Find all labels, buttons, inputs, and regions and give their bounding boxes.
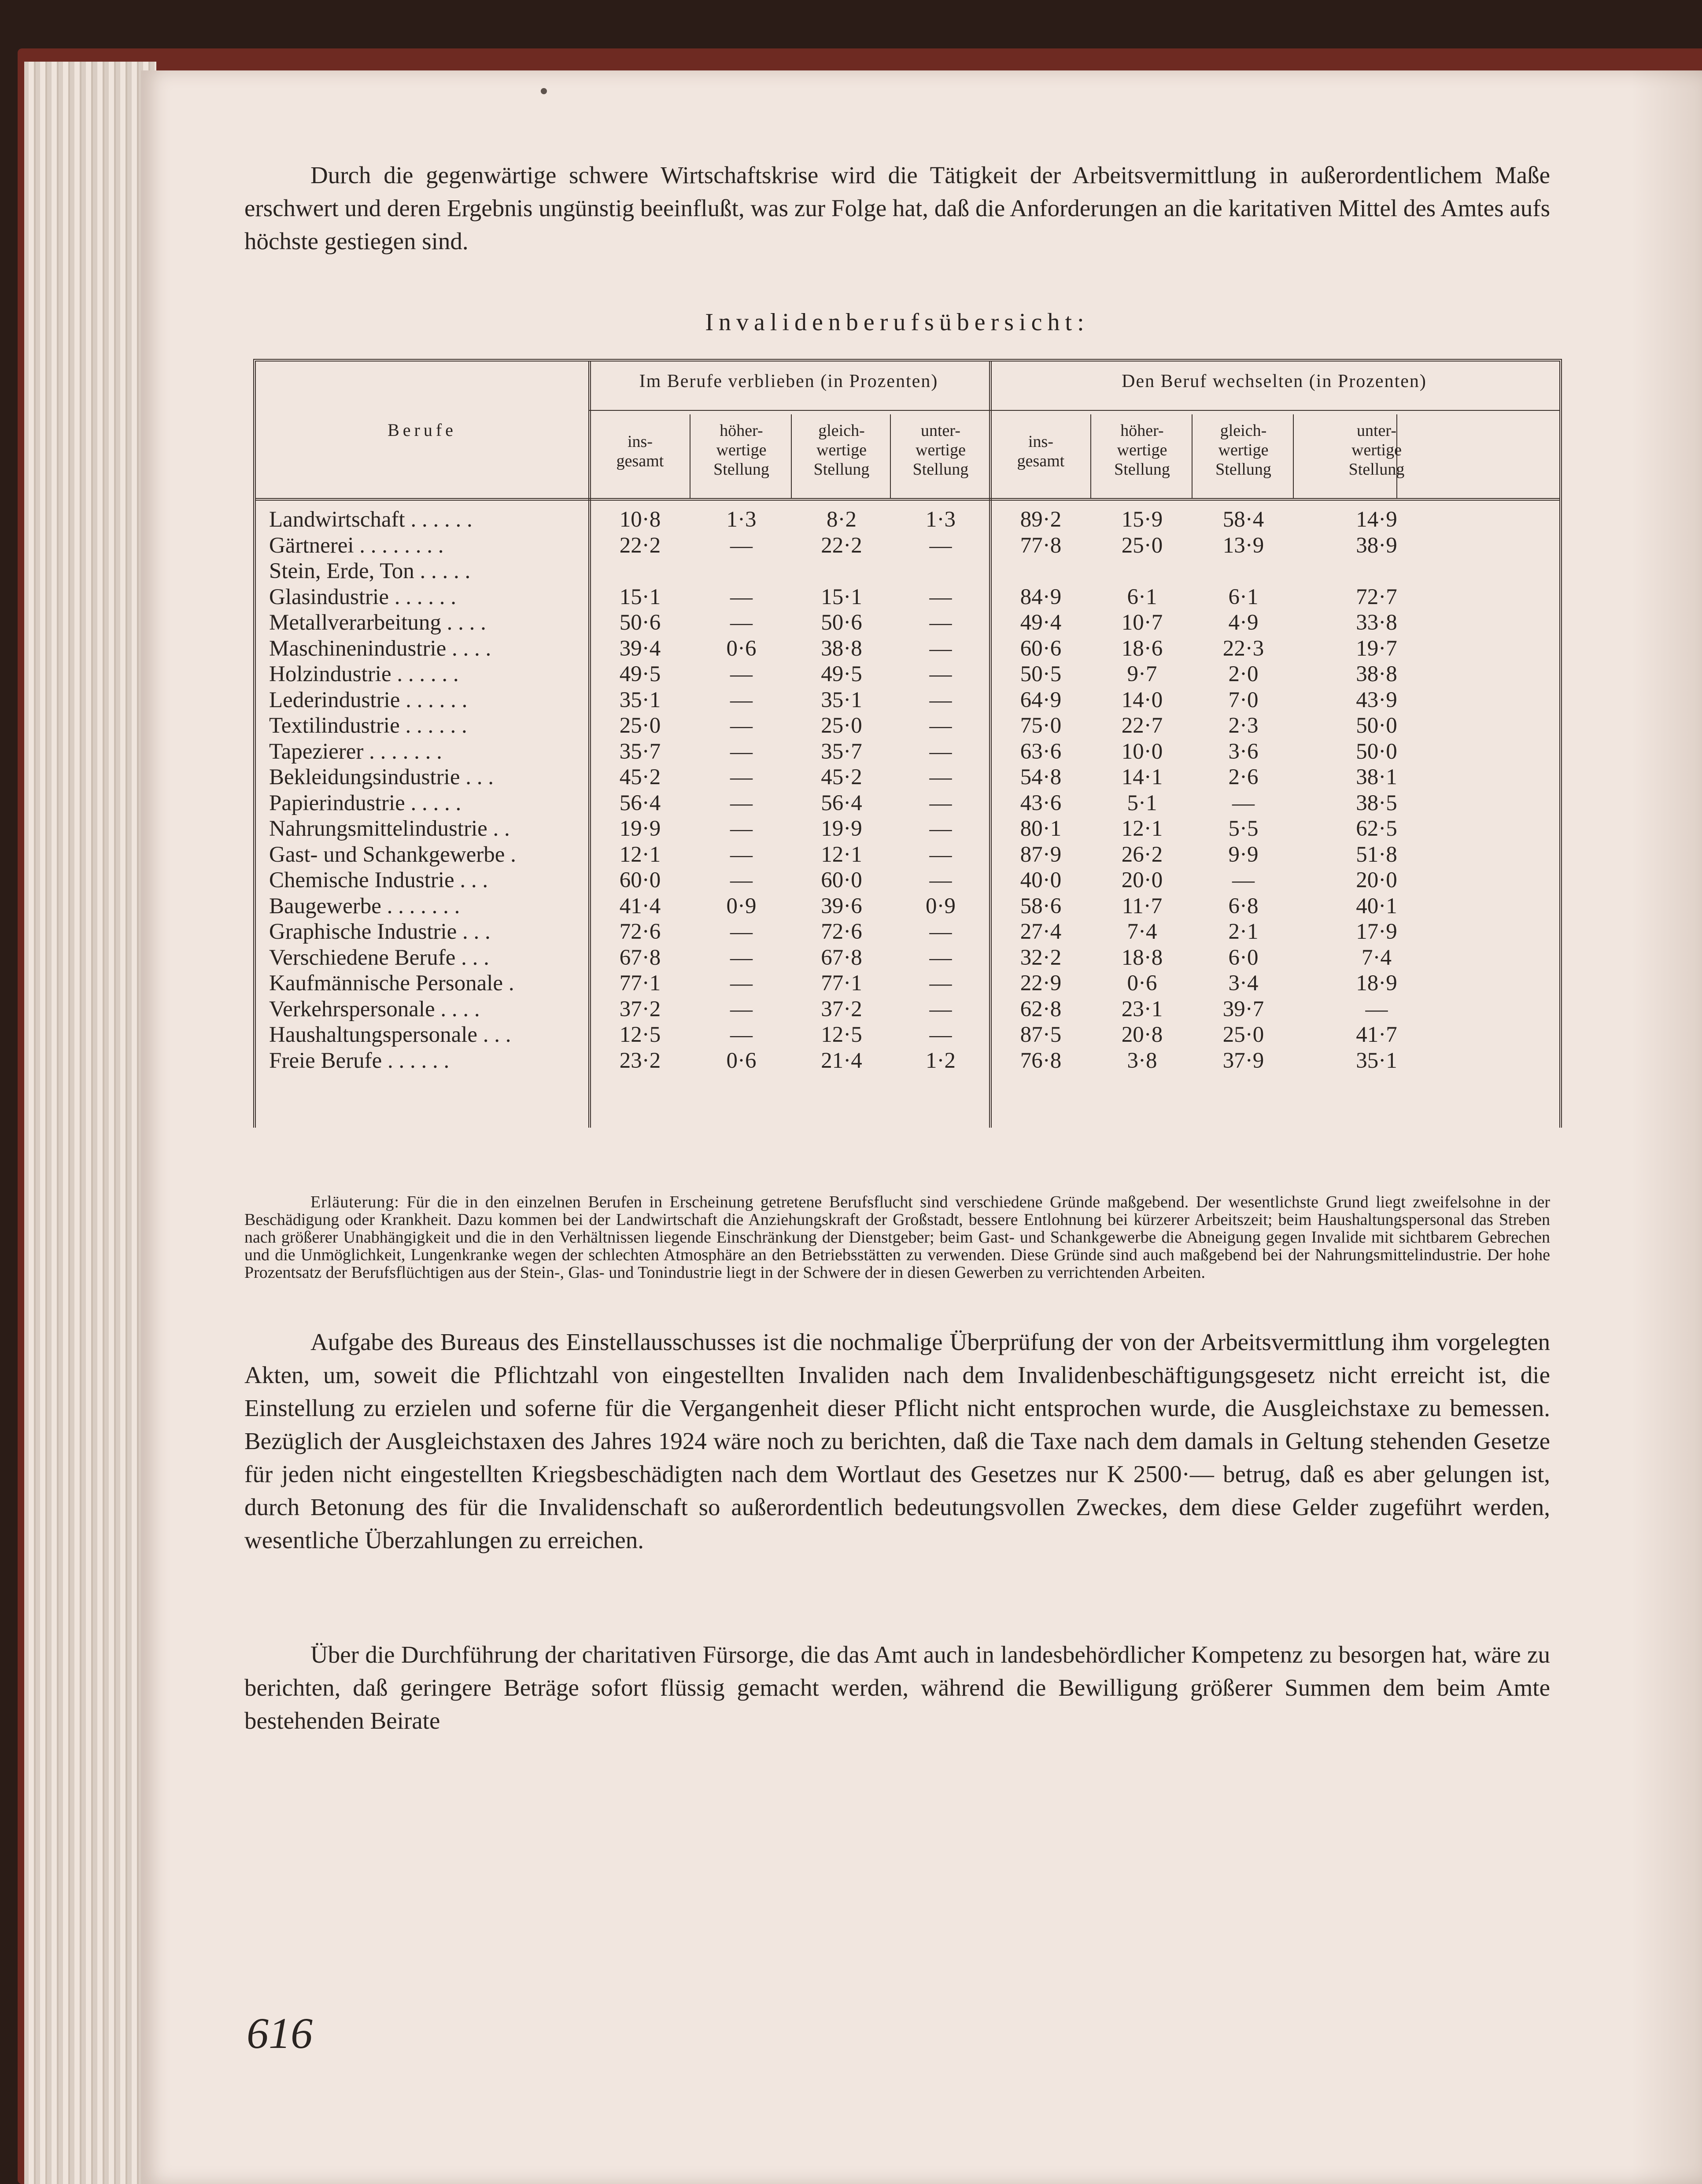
table-cell: 63·6 bbox=[1020, 739, 1062, 764]
group-header-wechselten: Den Beruf wechselten (in Prozenten) bbox=[1122, 371, 1427, 391]
table-cell: 67·8 bbox=[821, 945, 862, 970]
table-cell: 64·9 bbox=[1020, 687, 1062, 712]
table-cell: 20·0 bbox=[1356, 868, 1397, 893]
table-cell: — bbox=[730, 945, 753, 970]
table-cell: 40·1 bbox=[1356, 893, 1397, 919]
sub-header-line: gleich- bbox=[818, 421, 865, 440]
table-cell: 22·9 bbox=[1020, 971, 1062, 996]
table-cell: 7·4 bbox=[1127, 919, 1157, 944]
table-cell: 13·9 bbox=[1222, 533, 1264, 558]
sub-header-line: unter- bbox=[921, 421, 960, 440]
table-cell: — bbox=[929, 739, 952, 764]
table-row bbox=[256, 558, 1559, 584]
table-cell: 41·4 bbox=[619, 893, 661, 919]
group-header-verblieben: Im Berufe verblieben (in Prozenten) bbox=[639, 371, 938, 391]
table-cell: 38·8 bbox=[1356, 662, 1397, 686]
row-label: Verkehrspersonale . . . . bbox=[269, 996, 480, 1022]
row-label: Lederindustrie . . . . . . bbox=[269, 687, 468, 712]
table-cell: 23·2 bbox=[619, 1048, 661, 1073]
table-cell: 19·9 bbox=[821, 816, 862, 841]
table-cell: 56·4 bbox=[821, 790, 862, 815]
table-cell: 35·1 bbox=[1356, 1048, 1397, 1073]
table-cell: — bbox=[1232, 790, 1255, 815]
table-cell: 54·8 bbox=[1020, 765, 1062, 789]
table-row bbox=[256, 945, 1559, 971]
invalidenberufs-table bbox=[253, 359, 1562, 1128]
table-cell: 62·5 bbox=[1356, 816, 1397, 841]
table-cell: 26·2 bbox=[1121, 842, 1163, 867]
table-cell: — bbox=[929, 713, 952, 738]
table-cell: 18·6 bbox=[1121, 636, 1163, 661]
table-cell: 37·2 bbox=[821, 996, 862, 1022]
sub-header bbox=[692, 421, 791, 479]
sub-header bbox=[1295, 421, 1458, 479]
table-cell: 38·5 bbox=[1356, 790, 1397, 815]
table-cell: 77·1 bbox=[619, 971, 661, 996]
table-cell: 1·3 bbox=[726, 507, 757, 532]
table-cell: — bbox=[929, 971, 952, 996]
table-cell: 72·6 bbox=[821, 919, 862, 944]
table-cell: 1·2 bbox=[926, 1048, 956, 1073]
table-cell: 87·5 bbox=[1020, 1022, 1062, 1047]
table-cell: 18·9 bbox=[1356, 971, 1397, 996]
table-cell: 19·7 bbox=[1356, 636, 1397, 661]
table-cell: 25·0 bbox=[619, 713, 661, 738]
row-label: Haushaltungspersonale . . . bbox=[269, 1022, 511, 1047]
row-label: Papierindustrie . . . . . bbox=[269, 790, 461, 815]
table-cell: 3·8 bbox=[1127, 1048, 1157, 1073]
subheader-divider bbox=[791, 414, 792, 498]
table-cell: 35·7 bbox=[619, 739, 661, 764]
table-cell: — bbox=[929, 533, 952, 558]
table-cell: 25·0 bbox=[1121, 533, 1163, 558]
table-cell: — bbox=[730, 533, 753, 558]
table-cell: — bbox=[929, 662, 952, 686]
table-cell: 72·7 bbox=[1356, 584, 1397, 609]
table-cell: 60·0 bbox=[619, 868, 661, 893]
row-label: Maschinenindustrie . . . . bbox=[269, 636, 491, 661]
table-cell: 45·2 bbox=[619, 765, 661, 789]
table-row bbox=[256, 1048, 1559, 1074]
note-text: Für die in den einzelnen Berufen in Erscheinung getretene Berufsflucht sind verschiedene Gründe maßgebend. Der wesentlichste Grund liegt zweifelsohne in der Beschädigung oder Krankheit. Dazu kommen bei der Landwirtschaft die Anziehungskraft der Großstadt, bessere Entlohnung bei kürzerer Arbeitszeit; beim Haushaltungspersonal das Streben nach größerer Unabhängigkeit und die in den Verhältnissen liegende Einschränkung der Dienstgeber; beim Gast- und Schankgewerbe die Abneigung gegen Invalide mit sichtbarem Gebrechen und die Unmöglichkeit, Lungenkranke wegen der schlechten Atmosphäre an den Betriebsstätten zu verwenden. Diese Gründe sind auch maßgebend bei der Nahrungsmittelindustrie. Der hohe Prozentsatz der Berufsflüchtigen aus der Stein-, Glas- und Tonindustrie liegt in der Schwere der in diesen Gewerben zu verrichtenden Arbeiten. bbox=[244, 1193, 1550, 1282]
table-cell: 33·8 bbox=[1356, 610, 1397, 635]
table-cell: 2·3 bbox=[1228, 713, 1259, 738]
table-cell: 50·6 bbox=[821, 610, 862, 635]
table-cell: 22·2 bbox=[619, 533, 661, 558]
row-label: Glasindustrie . . . . . . bbox=[269, 584, 456, 609]
table-cell: 2·1 bbox=[1228, 919, 1259, 944]
table-row bbox=[256, 893, 1559, 919]
table-cell: 0·6 bbox=[726, 1048, 757, 1073]
sub-header bbox=[991, 432, 1090, 471]
sub-header-line: wertige bbox=[1351, 441, 1402, 459]
table-cell: 35·7 bbox=[821, 739, 862, 764]
table-cell: 37·9 bbox=[1222, 1048, 1264, 1073]
table-cell: — bbox=[929, 816, 952, 841]
table-cell: 0·9 bbox=[926, 893, 956, 919]
table-row bbox=[256, 1022, 1559, 1048]
page-gutter-shadow bbox=[1632, 70, 1702, 2184]
table-cell: 14·1 bbox=[1121, 765, 1163, 789]
table-cell: 18·8 bbox=[1121, 945, 1163, 970]
subheader-divider bbox=[890, 414, 891, 498]
table-cell: 15·1 bbox=[821, 584, 862, 609]
table-cell: 62·8 bbox=[1020, 996, 1062, 1022]
table-cell: 9·9 bbox=[1228, 842, 1259, 867]
table-body bbox=[256, 507, 1559, 1074]
table-row bbox=[256, 713, 1559, 739]
table-cell: 41·7 bbox=[1356, 1022, 1397, 1047]
note-lead: Erläuterung: bbox=[310, 1193, 399, 1211]
table-cell: 56·4 bbox=[619, 790, 661, 815]
group-header-rule bbox=[588, 410, 1559, 411]
table-cell: 1·3 bbox=[926, 507, 956, 532]
table-cell: 60·6 bbox=[1020, 636, 1062, 661]
table-cell: 4·9 bbox=[1228, 610, 1259, 635]
sub-header bbox=[591, 432, 690, 471]
table-cell: — bbox=[929, 868, 952, 893]
sub-header-line: wertige bbox=[916, 441, 966, 459]
table-cell: 3·4 bbox=[1228, 971, 1259, 996]
table-cell: — bbox=[730, 790, 753, 815]
sub-header-line: wertige bbox=[816, 441, 867, 459]
row-label: Landwirtschaft . . . . . . bbox=[269, 507, 473, 532]
table-row bbox=[256, 919, 1559, 945]
table-cell: 7·4 bbox=[1362, 945, 1392, 970]
table-cell: 43·6 bbox=[1020, 790, 1062, 815]
table-cell: 12·5 bbox=[619, 1022, 661, 1047]
row-label: Baugewerbe . . . . . . . bbox=[269, 893, 460, 919]
subheader-divider bbox=[1293, 414, 1294, 498]
table-cell: 9·7 bbox=[1127, 662, 1157, 686]
table-cell: 8·2 bbox=[827, 507, 857, 532]
table-cell: 35·1 bbox=[619, 687, 661, 712]
table-cell: — bbox=[929, 610, 952, 635]
sub-header-line: gesamt bbox=[1017, 452, 1065, 470]
table-cell: 20·8 bbox=[1121, 1022, 1163, 1047]
table-cell: 77·1 bbox=[821, 971, 862, 996]
table-cell: — bbox=[730, 610, 753, 635]
row-label: Nahrungsmittelindustrie . . bbox=[269, 816, 510, 841]
table-cell: 75·0 bbox=[1020, 713, 1062, 738]
table-cell: — bbox=[730, 816, 753, 841]
table-cell: 12·5 bbox=[821, 1022, 862, 1047]
sub-header-line: wertige bbox=[716, 441, 767, 459]
subheader-divider bbox=[1090, 414, 1091, 498]
table-cell: 39·6 bbox=[821, 893, 862, 919]
table-cell: 50·5 bbox=[1020, 662, 1062, 686]
table-cell: 22·3 bbox=[1222, 636, 1264, 661]
table-note bbox=[244, 1193, 1550, 1281]
table-cell: 58·4 bbox=[1222, 507, 1264, 532]
table-cell: 77·8 bbox=[1020, 533, 1062, 558]
table-cell: 12·1 bbox=[821, 842, 862, 867]
table-cell: 0·6 bbox=[1127, 971, 1157, 996]
table-cell: 27·4 bbox=[1020, 919, 1062, 944]
sub-header-line: höher- bbox=[720, 421, 763, 440]
table-cell: 49·5 bbox=[821, 662, 862, 686]
table-cell: 0·6 bbox=[726, 636, 757, 661]
table-cell: 84·9 bbox=[1020, 584, 1062, 609]
table-cell: 6·8 bbox=[1228, 893, 1259, 919]
sub-header-line: Stellung bbox=[912, 460, 969, 479]
page-number: 616 bbox=[247, 2009, 313, 2058]
row-label: Gast- und Schankgewerbe . bbox=[269, 842, 516, 867]
table-row bbox=[256, 636, 1559, 662]
table-cell: 20·0 bbox=[1121, 868, 1163, 893]
sub-header-line: Stellung bbox=[713, 460, 769, 479]
sub-header bbox=[793, 421, 890, 479]
sub-header-line: Stellung bbox=[813, 460, 870, 479]
column-header-berufe: Berufe bbox=[388, 420, 457, 440]
table-cell: 50·0 bbox=[1356, 713, 1397, 738]
table-cell: — bbox=[1232, 868, 1255, 893]
row-label: Metallverarbeitung . . . . bbox=[269, 610, 486, 635]
table-cell: — bbox=[929, 945, 952, 970]
table-cell: — bbox=[929, 636, 952, 661]
page-edges bbox=[24, 62, 156, 2184]
header-rule bbox=[256, 498, 1559, 501]
row-label: Freie Berufe . . . . . . bbox=[269, 1048, 450, 1073]
table-cell: — bbox=[929, 790, 952, 815]
table-row bbox=[256, 996, 1559, 1022]
row-label: Bekleidungsindustrie . . . bbox=[269, 765, 494, 789]
table-cell: 43·9 bbox=[1356, 687, 1397, 712]
table-cell: 50·0 bbox=[1356, 739, 1397, 764]
table-cell: — bbox=[730, 662, 753, 686]
sub-header bbox=[1093, 421, 1192, 479]
table-row bbox=[256, 507, 1559, 533]
table-cell: 38·9 bbox=[1356, 533, 1397, 558]
row-label: Graphische Industrie . . . bbox=[269, 919, 491, 944]
table-cell: 12·1 bbox=[1121, 816, 1163, 841]
table-cell: 32·2 bbox=[1020, 945, 1062, 970]
sub-header bbox=[892, 421, 989, 479]
table-cell: 14·0 bbox=[1121, 687, 1163, 712]
table-cell: 2·0 bbox=[1228, 662, 1259, 686]
table-cell: — bbox=[730, 765, 753, 789]
table-cell: 35·1 bbox=[821, 687, 862, 712]
row-label: Verschiedene Berufe . . . bbox=[269, 945, 489, 970]
table-cell: 49·4 bbox=[1020, 610, 1062, 635]
table-cell: 50·6 bbox=[619, 610, 661, 635]
sub-header-line: Stellung bbox=[1348, 460, 1405, 479]
table-cell: 6·1 bbox=[1228, 584, 1259, 609]
table-row bbox=[256, 584, 1559, 610]
table-cell: — bbox=[730, 971, 753, 996]
table-row bbox=[256, 739, 1559, 765]
table-cell: 39·7 bbox=[1222, 996, 1264, 1022]
table-cell: — bbox=[929, 842, 952, 867]
table-title: Invalidenberufsübersicht: bbox=[705, 309, 1089, 336]
table-cell: — bbox=[730, 996, 753, 1022]
subheader-divider bbox=[1192, 414, 1193, 498]
table-cell: 87·9 bbox=[1020, 842, 1062, 867]
table-cell: — bbox=[1365, 996, 1388, 1022]
table-cell: — bbox=[730, 739, 753, 764]
sub-header bbox=[1194, 421, 1293, 479]
table-cell: 45·2 bbox=[821, 765, 862, 789]
table-cell: — bbox=[730, 687, 753, 712]
table-row bbox=[256, 842, 1559, 868]
table-cell: 10·8 bbox=[619, 507, 661, 532]
table-cell: 11·7 bbox=[1122, 893, 1163, 919]
table-cell: 21·4 bbox=[821, 1048, 862, 1073]
table-cell: — bbox=[929, 584, 952, 609]
table-row bbox=[256, 533, 1559, 559]
table-row bbox=[256, 970, 1559, 996]
row-label: Gärtnerei . . . . . . . . bbox=[269, 533, 444, 558]
table-cell: 3·6 bbox=[1228, 739, 1259, 764]
row-label: Kaufmännische Personale . bbox=[269, 971, 514, 996]
paragraph-2: Aufgabe des Bureaus des Einstellausschusses ist die nochmalige Überprüfung der von der Arbeitsvermittlung ihm vorgelegten Akten, um, soweit die Pflichtzahl von eingestellten Invaliden nach dem Invalidenbeschäftigungsgesetz nicht erreicht ist, die Einstellung zu erzielen und soferne für die Vergangenheit dieser Pflicht nicht entsprochen wurde, die Ausgleichstaxe zu bemessen. Bezüglich der Ausgleichstaxen des Jahres 1924 wäre noch zu berichten, daß die Taxe nach dem damals in Geltung stehenden Gesetze für jeden nicht eingestellten Kriegsbeschädigten nach dem Wortlaut des Gesetzes nur K 2500·— betrug, daß es aber gelungen ist, durch Betonung des für die Invalidenschaft so außerordentlich bedeutungsvollen Zweckes, dem diese Gelder zugeführt werden, wesentliche Überzahlungen zu erreichen. bbox=[244, 1328, 1550, 1553]
table-cell: 49·5 bbox=[619, 662, 661, 686]
table-cell: 37·2 bbox=[619, 996, 661, 1022]
ink-dot bbox=[541, 88, 547, 94]
row-label: Stein, Erde, Ton . . . . . bbox=[269, 559, 471, 583]
sub-header-line: wertige bbox=[1218, 441, 1269, 459]
table-cell: — bbox=[929, 765, 952, 789]
table-cell: 2·6 bbox=[1228, 765, 1259, 789]
table-cell: — bbox=[730, 1022, 753, 1047]
table-cell: 22·7 bbox=[1121, 713, 1163, 738]
table-cell: 38·8 bbox=[821, 636, 862, 661]
table-cell: 5·5 bbox=[1228, 816, 1259, 841]
sub-header-line: ins- bbox=[628, 432, 653, 451]
table-cell: — bbox=[730, 919, 753, 944]
sub-header-line: Stellung bbox=[1215, 460, 1271, 479]
table-cell: 19·9 bbox=[619, 816, 661, 841]
table-cell: 38·1 bbox=[1356, 765, 1397, 789]
sub-header-line: wertige bbox=[1117, 441, 1167, 459]
table-cell: 67·8 bbox=[619, 945, 661, 970]
table-cell: 76·8 bbox=[1020, 1048, 1062, 1073]
table-cell: — bbox=[929, 919, 952, 944]
paragraph-3: Über die Durchführung der charitativen Fürsorge, die das Amt auch in landesbehördlicher Kompetenz zu besorgen hat, wäre zu berichten, daß geringere Beträge sofort flüssig gemacht werden, während die Bewilligung größerer Summen dem beim Amte bestehenden Beirate bbox=[244, 1641, 1550, 1734]
row-label: Tapezierer . . . . . . . bbox=[269, 739, 442, 764]
table-cell: 60·0 bbox=[821, 868, 862, 893]
table-row bbox=[256, 790, 1559, 816]
table-cell: 7·0 bbox=[1228, 687, 1259, 712]
table-row bbox=[256, 687, 1559, 713]
table-cell: 10·0 bbox=[1121, 739, 1163, 764]
sub-header-line: gesamt bbox=[616, 452, 664, 470]
table-cell: 25·0 bbox=[821, 713, 862, 738]
table-cell: 39·4 bbox=[619, 636, 661, 661]
table-cell: — bbox=[730, 868, 753, 893]
sub-header-line: ins- bbox=[1028, 432, 1053, 451]
table-cell: — bbox=[929, 996, 952, 1022]
table-cell: 10·7 bbox=[1121, 610, 1163, 635]
table-row bbox=[256, 867, 1559, 893]
table-cell: 6·0 bbox=[1228, 945, 1259, 970]
table-cell: 51·8 bbox=[1356, 842, 1397, 867]
table-row bbox=[256, 661, 1559, 687]
table-cell: 6·1 bbox=[1127, 584, 1157, 609]
table-cell: 5·1 bbox=[1127, 790, 1157, 815]
table-cell: 12·1 bbox=[619, 842, 661, 867]
table-cell: — bbox=[730, 713, 753, 738]
sub-header-line: Stellung bbox=[1114, 460, 1170, 479]
sub-header-line: unter- bbox=[1357, 421, 1396, 440]
table-cell: 89·2 bbox=[1020, 507, 1062, 532]
table-cell: — bbox=[730, 842, 753, 867]
table-cell: 25·0 bbox=[1222, 1022, 1264, 1047]
row-label: Holzindustrie . . . . . . bbox=[269, 662, 459, 686]
table-cell: 72·6 bbox=[619, 919, 661, 944]
row-label: Textilindustrie . . . . . . bbox=[269, 713, 467, 738]
table-cell: 0·9 bbox=[726, 893, 757, 919]
table-row bbox=[256, 764, 1559, 790]
table-cell: 17·9 bbox=[1356, 919, 1397, 944]
table-cell: 15·9 bbox=[1121, 507, 1163, 532]
table-row bbox=[256, 610, 1559, 636]
table-cell: 22·2 bbox=[821, 533, 862, 558]
sub-header-line: höher- bbox=[1120, 421, 1164, 440]
table-cell: — bbox=[929, 687, 952, 712]
table-row bbox=[256, 816, 1559, 842]
table-cell: 80·1 bbox=[1020, 816, 1062, 841]
table-cell: 40·0 bbox=[1020, 868, 1062, 893]
table-cell: — bbox=[929, 1022, 952, 1047]
table-cell: 14·9 bbox=[1356, 507, 1397, 532]
table-cell: 58·6 bbox=[1020, 893, 1062, 919]
sub-header-line: gleich- bbox=[1220, 421, 1267, 440]
paragraph-1: Durch die gegenwärtige schwere Wirtschaftskrise wird die Tätigkeit der Arbeitsvermittlung in außerordentlichem Maße erschwert und deren Ergebnis ungünstig beeinflußt, was zur Folge hat, daß die Anforderungen an die karitativen Mittel des Amtes aufs höchste gestiegen sind. bbox=[244, 162, 1550, 255]
table-cell: 23·1 bbox=[1121, 996, 1163, 1022]
table-cell: — bbox=[730, 584, 753, 609]
row-label: Chemische Industrie . . . bbox=[269, 868, 488, 893]
table-cell: 15·1 bbox=[619, 584, 661, 609]
